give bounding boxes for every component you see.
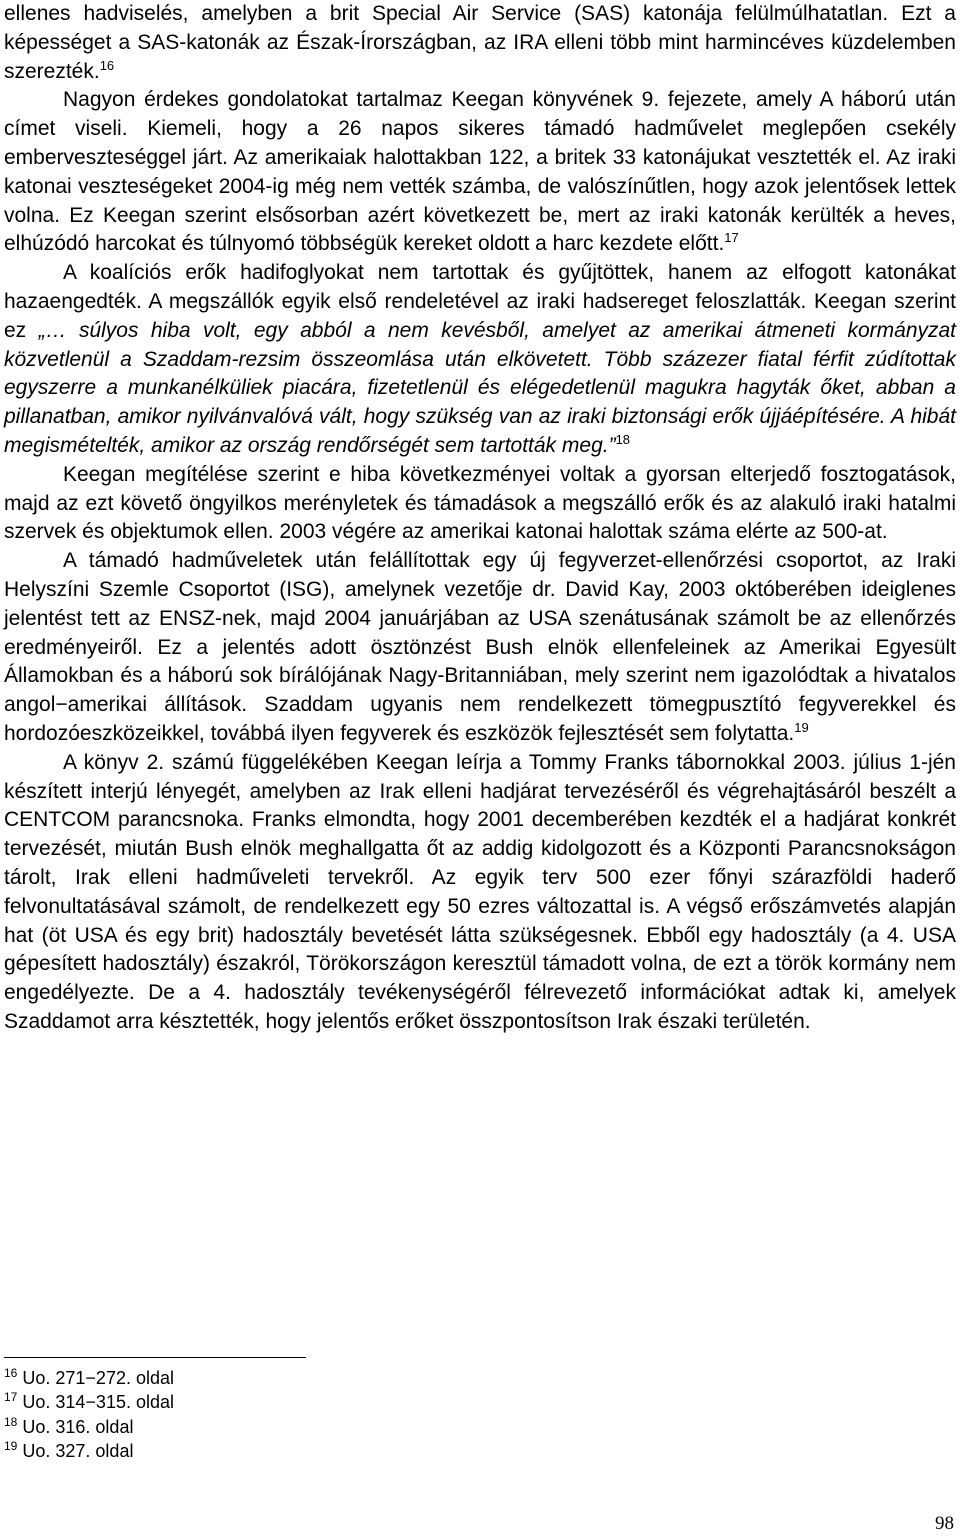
footnote-text: Uo. 316. oldal	[22, 1416, 134, 1437]
paragraph-text: A könyv 2. számú függelékében Keegan leírja a Tommy Franks tábornokkal 2003. július 1-jén készített interjú lényegét, amelyben az Irak elleni hadjárat tervezéséről és végrehajtásáról beszélt a CENTCOM parancsnoka. Franks elmondta, hogy 2001 decemberében kezdték el a hadjárat konkrét tervezését, miután Bush elnök meghallgatta őt az addig kidolgozott és a Központi Parancsnokságon tárolt, Irak elleni hadműveleti tervekről. Az egyik terv 500 ezer főnyi szárazföldi haderő felvonultatásával számolt, de rendelkezett egy 50 ezres változattal is. A végső erőszámvetés alapján hat (öt USA és egy brit) hadosztály bevetését látta szükségesnek. Ebből egy hadosztály (a 4. USA gépesített hadosztály) északról, Törökországon keresztül támadott volna, de ezt a török kormány nem engedélyezte. De a 4. hadosztály tevékenységéről félrevezető információkat adtak ki, amelyek Szaddamot arra késztették, hogy jelentős erőket összpontosítson Irak északi területén.	[4, 750, 956, 1033]
paragraph	[4, 749, 956, 1037]
footnote-reference: 17	[724, 230, 739, 246]
footnote	[4, 1415, 604, 1439]
footnote-number: 17	[4, 1390, 18, 1405]
footnote-text: Uo. 314−315. oldal	[22, 1392, 174, 1413]
paragraph-text: Nagyon érdekes gondolatokat tartalmaz Keegan könyvének 9. fejezete, amely A háború után címet viseli. Kiemeli, hogy a 26 napos sikeres támadó hadművelet meglepően csekély emberveszteséggel járt. Az amerikaiak halottakban 122, a britek 33 katonájukat vesztették el. Az iraki katonai veszteségeket 2004-ig még nem vették számba, de valószínűtlen, hogy azok jelentősek lettek volna. Ez Keegan szerint elsősorban azért következett be, mert az iraki katonák kerülték a heves, elhúzódó harcokat és túlnyomó többségük kereket oldott a harc kezdete előtt.	[4, 88, 956, 256]
paragraph	[4, 259, 956, 461]
paragraph-text: A támadó hadműveletek után felállítottak egy új fegyverzet-ellenőrzési csoportot, az Iraki Helyszíni Szemle Csoportot (ISG), amelynek vezetője dr. David Kay, 2003 októberében ideiglenes jelentést tett az ENSZ-nek, majd 2004 januárjában az USA szenátusának számolt be az ellenőrzés eredményeiről. Ez a jelentés adott ösztönzést Bush elnök ellenfeleinek az Amerikai Egyesült Államokban és a háború sok bírálójának Nagy-Britanniában, mely szerint nem igazolódtak a hivatalos angol−amerikai állítások. Szaddam ugyanis nem rendelkezett tömegpusztító fegyverekkel és hordozóeszközeikkel, továbbá ilyen fegyverek és eszközök fejlesztését sem folytatta.	[4, 549, 956, 745]
paragraph	[4, 86, 956, 259]
footnote-reference: 19	[794, 719, 809, 735]
body-text	[4, 0, 956, 1037]
paragraph-text: A koalíciós erők hadifoglyokat nem tartottak és gyűjtöttek, hanem az elfogott katonákat hazaengedték. A megszállók egyik első rendeletével az iraki hadsereget feloszlatták. Keegan szerint ez	[4, 261, 956, 342]
footnote	[4, 1390, 604, 1414]
paragraph-text: Keegan megítélése szerint e hiba következményei voltak a gyorsan elterjedő fosztogatások, majd az ezt követő öngyilkos merényletek és támadások a megszálló erők és az alakuló iraki hatalmi szervek és objektumok ellen. 2003 végére az amerikai katonai halottak száma elérte az 500-at.	[4, 462, 956, 544]
footnote-text: Uo. 271−272. oldal	[22, 1368, 174, 1388]
page-number: 98	[935, 1513, 954, 1534]
paragraph	[4, 461, 956, 547]
footnote-reference: 16	[99, 57, 115, 73]
paragraph-text: ellenes hadviselés, amelyben a brit Special Air Service (SAS) katonája felülmúlhatatlan. Ezt a képességet a SAS-katonák az Észak-Írországban, az IRA elleni több mint harmincéves küzdelemben szerezték.	[4, 2, 956, 83]
footnote-text: Uo. 327. oldal	[22, 1440, 134, 1461]
footnote	[4, 1366, 604, 1390]
footnote	[4, 1439, 604, 1463]
quotation-text: „… súlyos hiba volt, egy abból a nem kevésből, amelyet az amerikai átmeneti kormányzat közvetlenül a Szaddam-rezsim összeomlása után elkövetett. Több százezer fiatal férfit zúdítottak egyszerre a munkanélküliek piacára, fizetetlenül és elégedetlenül magukra hagyták őket, abban a pillanatban, amikor nyilvánvalóvá vált, hogy szükség van az iraki biztonsági erők újjáépítésére. A hibát megismételték, amikor az ország rendőrségét sem tartották meg.”	[4, 318, 957, 457]
paragraph	[4, 547, 956, 749]
footnote-separator	[4, 1357, 306, 1358]
footnotes	[4, 1366, 604, 1463]
footnote-number: 18	[4, 1414, 18, 1429]
footnote-reference: 18	[615, 431, 631, 447]
paragraph	[4, 0, 956, 86]
footnote-number: 19	[4, 1438, 18, 1453]
footnote-number: 16	[4, 1366, 18, 1380]
